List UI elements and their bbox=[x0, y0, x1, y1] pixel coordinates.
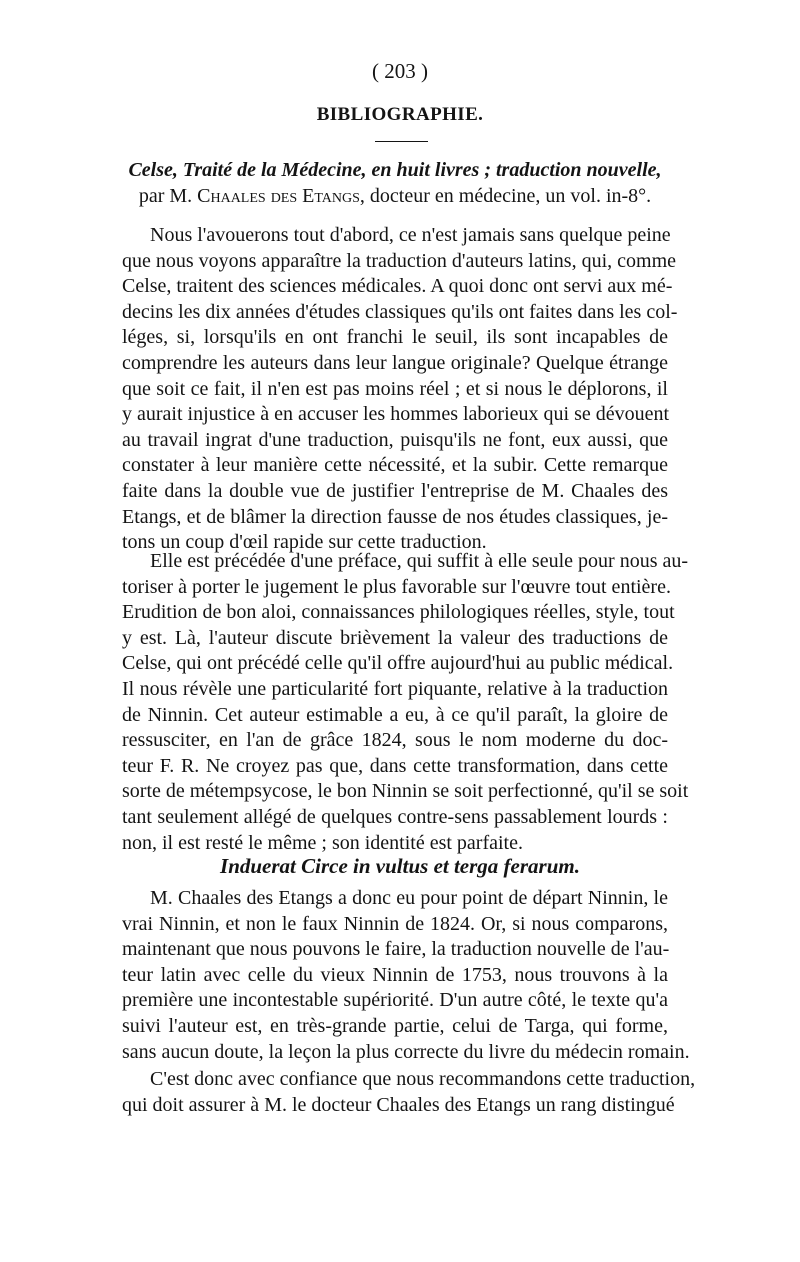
text-line: toriser à porter le jugement le plus favorable sur l'œuvre tout entière. bbox=[122, 575, 671, 598]
title-rule bbox=[375, 141, 428, 142]
book-title bbox=[122, 158, 668, 209]
text-line: Il nous révèle une particularité fort piquante, relative à la traduction bbox=[122, 677, 668, 700]
text-line: qui doit assurer à M. le docteur Chaales des Etangs un rang distingué bbox=[122, 1093, 675, 1116]
text-line: decins les dix années d'études classiques qu'ils ont faites dans les col- bbox=[122, 300, 678, 323]
text-line: teur latin avec celle du vieux Ninnin de 1753, nous trouvons à la bbox=[122, 963, 668, 986]
book-title-line-2 bbox=[122, 184, 668, 210]
text-line: comprendre les auteurs dans leur langue originale? Quelque étrange bbox=[122, 351, 668, 374]
text-line: Etangs, et de blâmer la direction fausse de nos études classiques, je- bbox=[122, 505, 668, 528]
text-line: Elle est précédée d'une préface, qui suffit à elle seule pour nous au- bbox=[150, 550, 689, 572]
text-line: léges, si, lorsqu'ils en ont franchi le seuil, ils sont incapables de bbox=[122, 326, 668, 349]
paragraph-4 bbox=[122, 1067, 696, 1118]
text-line: tant seulement allégé de quelques contre-sens passablement lourds : bbox=[122, 805, 668, 828]
text-line: Erudition de bon aloi, connaissances philologiques réelles, style, tout bbox=[122, 601, 675, 624]
text-line: que nous voyons apparaître la traduction d'auteurs latins, qui, comme bbox=[122, 249, 677, 272]
text-line: vrai Ninnin, et non le faux Ninnin de 1824. Or, si nous comparons, bbox=[122, 912, 668, 935]
book-title-prefix: par M. bbox=[138, 184, 198, 207]
paragraph-3 bbox=[122, 886, 690, 1065]
book-title-suffix: , docteur en médecine, un vol. in-8°. bbox=[359, 184, 652, 207]
text-line: sorte de métempsycose, le bon Ninnin se soit perfectionné, qu'il se soit bbox=[122, 780, 689, 803]
text-line: teur F. R. Ne croyez pas que, dans cette transformation, dans cette bbox=[122, 754, 668, 777]
text-line: y aurait injustice à en accuser les hommes laborieux qui se dévouent bbox=[122, 403, 670, 426]
text-line: M. Chaales des Etangs a donc eu pour point de départ Ninnin, le bbox=[150, 887, 668, 909]
text-line: ressusciter, en l'an de grâce 1824, sous le nom moderne du doc- bbox=[122, 729, 668, 752]
text-line: de Ninnin. Cet auteur estimable a eu, à ce qu'il paraît, la gloire de bbox=[122, 703, 668, 726]
text-line: Nous l'avouerons tout d'abord, ce n'est jamais sans quelque peine bbox=[150, 224, 671, 246]
latin-verse-quote: Induerat Circe in vultus et terga ferarum. bbox=[220, 854, 580, 878]
text-line: faite dans la double vue de justifier l'entreprise de M. Chaales des bbox=[122, 479, 668, 502]
text-line: tons un coup d'œil rapide sur cette traduction. bbox=[122, 531, 487, 554]
text-line: suivi l'auteur est, en très-grande partie, celui de Targa, qui forme, bbox=[122, 1014, 668, 1037]
book-title-line-1: Celse, Traité de la Médecine, en huit livres ; traduction nouvelle, bbox=[128, 159, 662, 181]
text-line: au travail ingrat d'une traduction, puisqu'ils ne font, eux aussi, que bbox=[122, 428, 668, 451]
text-line: que soit ce fait, il n'en est pas moins réel ; et si nous le déplorons, il bbox=[122, 377, 668, 400]
text-line: première une incontestable supériorité. D'un autre côté, le texte qu'a bbox=[122, 989, 668, 1012]
text-line: y est. Là, l'auteur discute brièvement la valeur des traductions de bbox=[122, 626, 668, 649]
text-line: non, il est resté le même ; son identité est parfaite. bbox=[122, 831, 523, 854]
text-line: C'est donc avec confiance que nous recommandons cette traduction, bbox=[150, 1068, 696, 1090]
text-line: constater à leur manière cette nécessité, et la subir. Cette remarque bbox=[122, 454, 668, 477]
text-line: Celse, traitent des sciences médicales. A quoi donc ont servi aux mé- bbox=[122, 275, 673, 298]
section-title: BIBLIOGRAPHIE. bbox=[316, 104, 484, 125]
paragraph-2 bbox=[122, 549, 689, 856]
paragraph-1 bbox=[122, 223, 678, 556]
author-name: Chaales des Etangs bbox=[197, 184, 360, 207]
text-line: Celse, qui ont précédé celle qu'il offre aujourd'hui au public médical. bbox=[122, 652, 674, 675]
text-line: maintenant que nous pouvons le faire, la traduction nouvelle de l'au- bbox=[122, 938, 670, 961]
page-number: ( 203 ) bbox=[372, 59, 428, 83]
text-line: sans aucun doute, la leçon la plus correcte du livre du médecin romain. bbox=[122, 1040, 690, 1063]
